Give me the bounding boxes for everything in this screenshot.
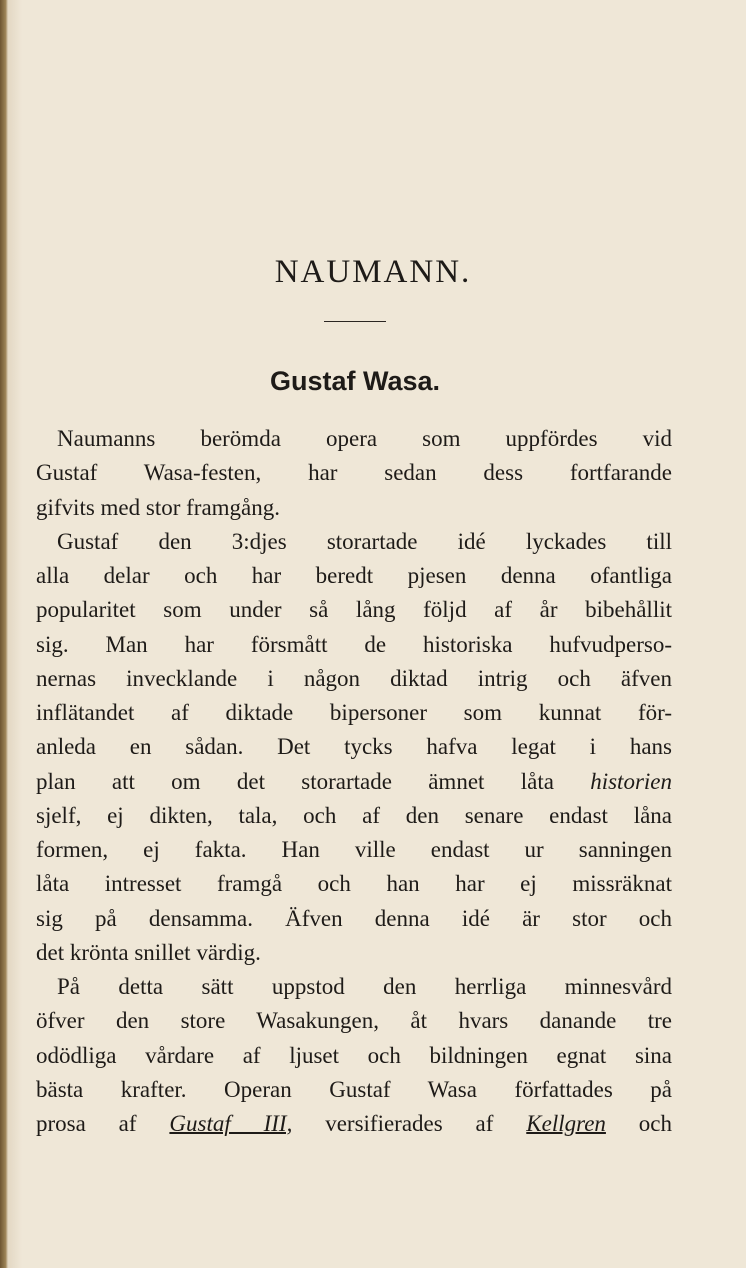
text-line: Naumanns berömda opera som uppfördes vid (57, 426, 672, 451)
text-segment: versifierades af (292, 1111, 527, 1136)
text-segment: och (605, 1111, 672, 1136)
text-segment: prosa af (36, 1111, 170, 1136)
text-line (36, 765, 672, 799)
text-line: inflätandet af diktade bipersoner som kunnat för- (36, 700, 672, 725)
text-line: det krönta snillet värdig. (36, 939, 261, 965)
text-line: odödliga vårdare af ljuset och bildningen egnat sina (36, 1042, 672, 1068)
text-line: formen, ej fakta. Han ville endast ur sanningen (36, 837, 672, 862)
italic-word: historien (590, 768, 672, 794)
text-line: sig på densamma. Äfven denna idé är stor och (36, 905, 672, 931)
book-spine-shadow (0, 0, 8, 1268)
italic-name-kellgren: Kellgren (526, 1111, 606, 1136)
text-line: Gustaf den 3:djes storartade idé lyckades till (57, 528, 672, 554)
text-line: Gustaf Wasa-festen, har sedan dess fortfarande (36, 460, 672, 486)
italic-name-gustaf: Gustaf III, (169, 1111, 293, 1136)
text-segment: plan att om det storartade ämnet låta (36, 768, 591, 794)
text-line: nernas invecklande i någon diktad intrig och äfven (36, 665, 672, 691)
text-line: låta intresset framgå och han har ej missräknat (36, 871, 672, 897)
text-line: öfver den store Wasakungen, åt hvars danande tre (36, 1008, 672, 1034)
text-line: På detta sätt uppstod den herrliga minnesvård (57, 974, 672, 999)
text-line: sig. Man har försmått de historiska hufvudperso- (36, 631, 672, 657)
body-text (36, 422, 672, 1141)
text-line: bästa krafter. Operan Gustaf Wasa författades på (36, 1076, 672, 1102)
text-line: anleda en sådan. Det tycks hafva legat i hans (36, 734, 672, 760)
page-header: NAUMANN. (274, 254, 472, 290)
text-line: popularitet som under så lång följd af år bibehållit (36, 597, 672, 623)
text-line (36, 1107, 672, 1141)
text-line: sjelf, ej dikten, tala, och af den senare endast låna (36, 802, 672, 828)
section-title: Gustaf Wasa. (269, 366, 441, 396)
text-line: gifvits med stor framgång. (36, 494, 281, 520)
text-line: alla delar och har beredt pjesen denna ofantliga (36, 563, 672, 588)
header-rule (324, 321, 386, 322)
